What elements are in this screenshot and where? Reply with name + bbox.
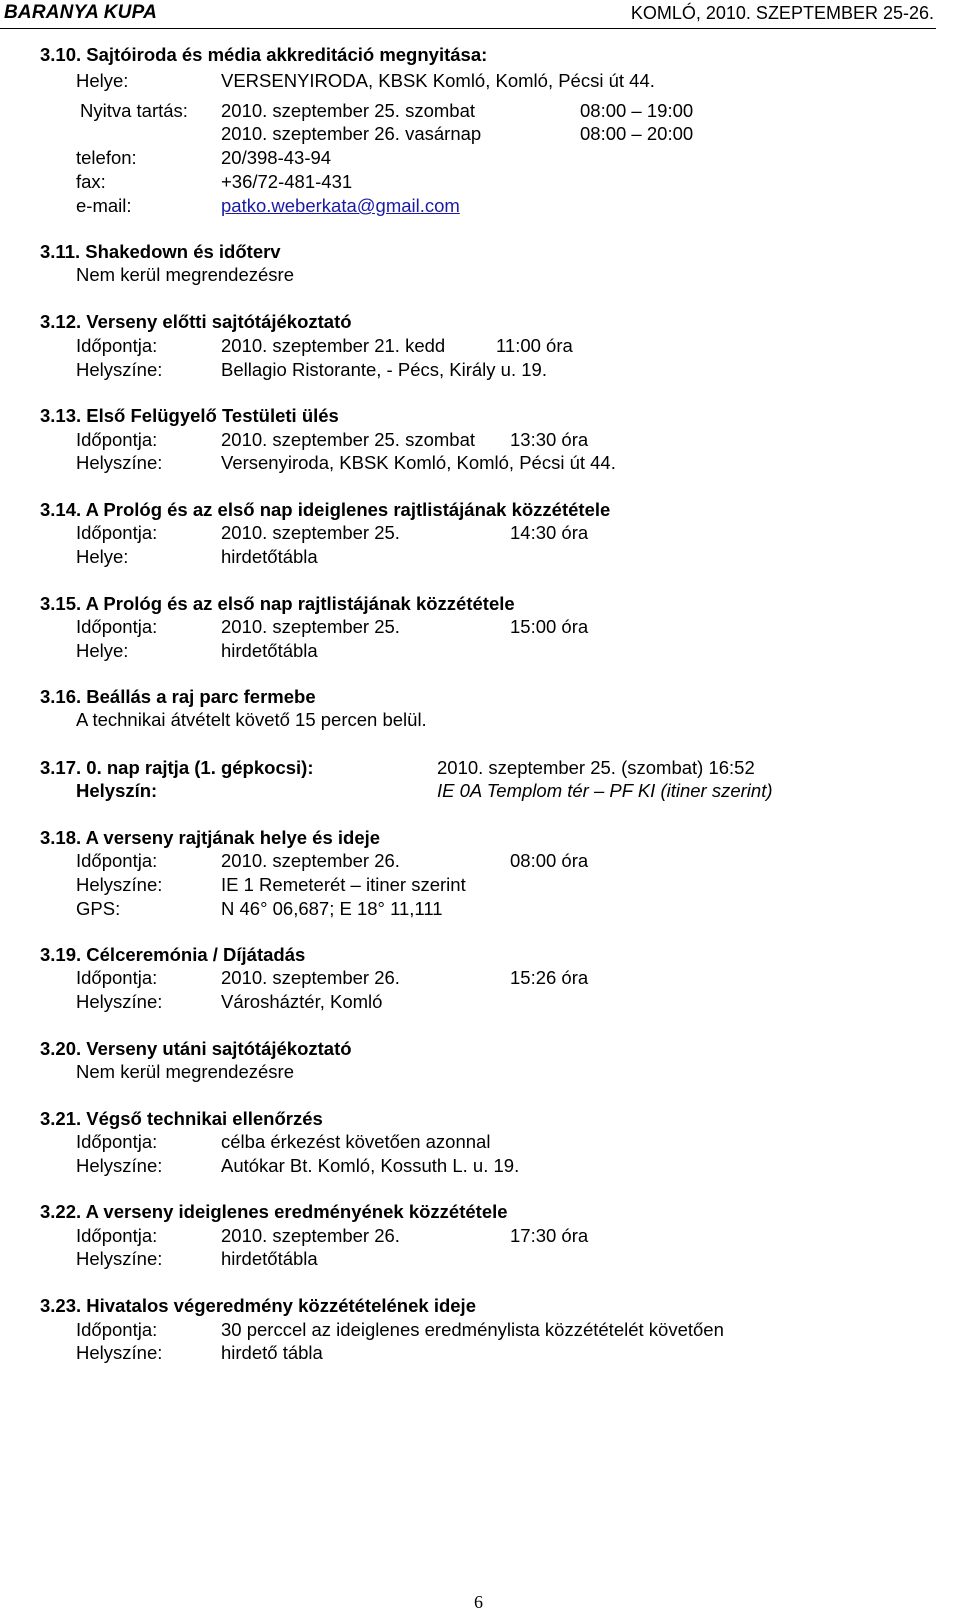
label-helyszine: Helyszíne: — [76, 359, 163, 380]
label-idopontja: Időpontja: — [76, 967, 158, 988]
value-date: 2010. szeptember 25. — [221, 522, 400, 543]
section-title-3-23: 3.23. Hivatalos végeredmény közzétételének ideje — [40, 1295, 476, 1316]
value-time: 13:30 óra — [510, 429, 589, 450]
section-title-3-22: 3.22. A verseny ideiglenes eredményének közzététele — [40, 1201, 508, 1222]
section-title-3-21: 3.21. Végső technikai ellenőrzés — [40, 1108, 323, 1129]
section-title-3-10: 3.10. Sajtóiroda és média akkreditáció megnyitása: — [40, 44, 488, 65]
value-location: Versenyiroda, KBSK Komló, Komló, Pécsi út 44. — [221, 452, 616, 473]
value-date: 2010. szeptember 26. — [221, 967, 400, 988]
label-nyitva: Nyitva tartás: — [80, 100, 188, 121]
value-location: Bellagio Ristorante, - Pécs, Király u. 19. — [221, 359, 547, 380]
label-idopontja: Időpontja: — [76, 1319, 158, 1340]
value-date: célba érkezést követően azonnal — [221, 1131, 491, 1152]
section-title-3-15: 3.15. A Prológ és az első nap rajtlistájának közzététele — [40, 593, 515, 614]
value-helye: VERSENYIRODA, KBSK Komló, Komló, Pécsi út 44. — [221, 70, 655, 91]
value-fax: +36/72-481-431 — [221, 171, 353, 192]
note-3-11: Nem kerül megrendezésre — [76, 264, 294, 285]
label-idopontja: Időpontja: — [76, 850, 158, 871]
value-time: 15:00 óra — [510, 616, 589, 637]
value-time: 11:00 óra — [496, 335, 573, 356]
value-day1: 2010. szeptember 25. szombat — [221, 100, 476, 121]
label-helyszine: Helyszíne: — [76, 1248, 163, 1269]
label-idopontja: Időpontja: — [76, 522, 158, 543]
label-idopontja: Időpontja: — [76, 1131, 158, 1152]
section-title-3-17: 3.17. 0. nap rajtja (1. gépkocsi): — [40, 757, 314, 778]
value-time: 15:26 óra — [510, 967, 589, 988]
email-link[interactable]: patko.weberkata@gmail.com — [221, 195, 460, 216]
label-telefon: telefon: — [76, 147, 137, 168]
value-date: 2010. szeptember 26. — [221, 1225, 400, 1246]
label-helyszine: Helyszíne: — [76, 874, 163, 895]
header-event-date: KOMLÓ, 2010. SZEPTEMBER 25-26. — [630, 3, 934, 23]
section-title-3-16: 3.16. Beállás a raj parc fermebe — [40, 686, 316, 707]
value-time1: 08:00 – 19:00 — [580, 100, 694, 121]
label-gps: GPS: — [76, 898, 121, 919]
value-telefon: 20/398-43-94 — [221, 147, 332, 168]
note-3-20: Nem kerül megrendezésre — [76, 1061, 294, 1082]
value-date: 2010. szeptember 25. szombat — [221, 429, 476, 450]
value-location: hirdetőtábla — [221, 546, 318, 567]
section-title-3-13: 3.13. Első Felügyelő Testületi ülés — [40, 405, 339, 426]
section-title-3-18: 3.18. A verseny rajtjának helye és ideje — [40, 827, 381, 848]
value-location: Autókar Bt. Komló, Kossuth L. u. 19. — [221, 1155, 520, 1176]
value-time: 08:00 óra — [510, 850, 589, 871]
section-title-3-12: 3.12. Verseny előtti sajtótájékoztató — [40, 311, 352, 332]
label-fax: fax: — [76, 171, 106, 192]
value-date: 2010. szeptember 26. — [221, 850, 400, 871]
label-helyszin: Helyszín: — [76, 780, 158, 801]
value-location: IE 1 Remeterét – itiner szerint — [221, 874, 466, 895]
value-start-time: 2010. szeptember 25. (szombat) 16:52 — [437, 757, 755, 778]
value-time: 17:30 óra — [510, 1225, 589, 1246]
value-location: hirdetőtábla — [221, 640, 318, 661]
page-number: 6 — [474, 1592, 483, 1612]
header-title: BARANYA KUPA — [4, 2, 157, 23]
label-email: e-mail: — [76, 195, 132, 216]
page-header — [0, 0, 936, 29]
value-date: 30 perccel az ideiglenes eredménylista közzétételét követően — [221, 1319, 724, 1340]
section-title-3-14: 3.14. A Prológ és az első nap ideiglenes rajtlistájának közzététele — [40, 499, 611, 520]
section-title-3-11: 3.11. Shakedown és időterv — [40, 241, 281, 262]
value-location: hirdetőtábla — [221, 1248, 318, 1269]
label-idopontja: Időpontja: — [76, 1225, 158, 1246]
section-title-3-19: 3.19. Célceremónia / Díjátadás — [40, 944, 306, 965]
value-day2: 2010. szeptember 26. vasárnap — [221, 123, 482, 144]
value-gps: N 46° 06,687; E 18° 11,111 — [221, 898, 443, 919]
label-idopontja: Időpontja: — [76, 429, 158, 450]
note-3-16: A technikai átvételt követő 15 percen belül. — [76, 709, 427, 730]
section-title-3-20: 3.20. Verseny utáni sajtótájékoztató — [40, 1038, 352, 1059]
value-time2: 08:00 – 20:00 — [580, 123, 694, 144]
label-helye: Helye: — [76, 546, 129, 567]
value-time: 14:30 óra — [510, 522, 589, 543]
label-helyszine: Helyszíne: — [76, 991, 163, 1012]
value-date: 2010. szeptember 25. — [221, 616, 400, 637]
label-helye: Helye: — [76, 640, 129, 661]
label-helye: Helye: — [76, 70, 129, 91]
value-date: 2010. szeptember 21. kedd — [221, 335, 446, 356]
label-idopontja: Időpontja: — [76, 616, 158, 637]
label-helyszine: Helyszíne: — [76, 1155, 163, 1176]
label-helyszine: Helyszíne: — [76, 1342, 163, 1363]
value-location: IE 0A Templom tér – PF KI (itiner szerint) — [437, 780, 773, 801]
label-idopontja: Időpontja: — [76, 335, 158, 356]
value-location: Városháztér, Komló — [221, 991, 383, 1012]
value-location: hirdető tábla — [221, 1342, 323, 1363]
label-helyszine: Helyszíne: — [76, 452, 163, 473]
